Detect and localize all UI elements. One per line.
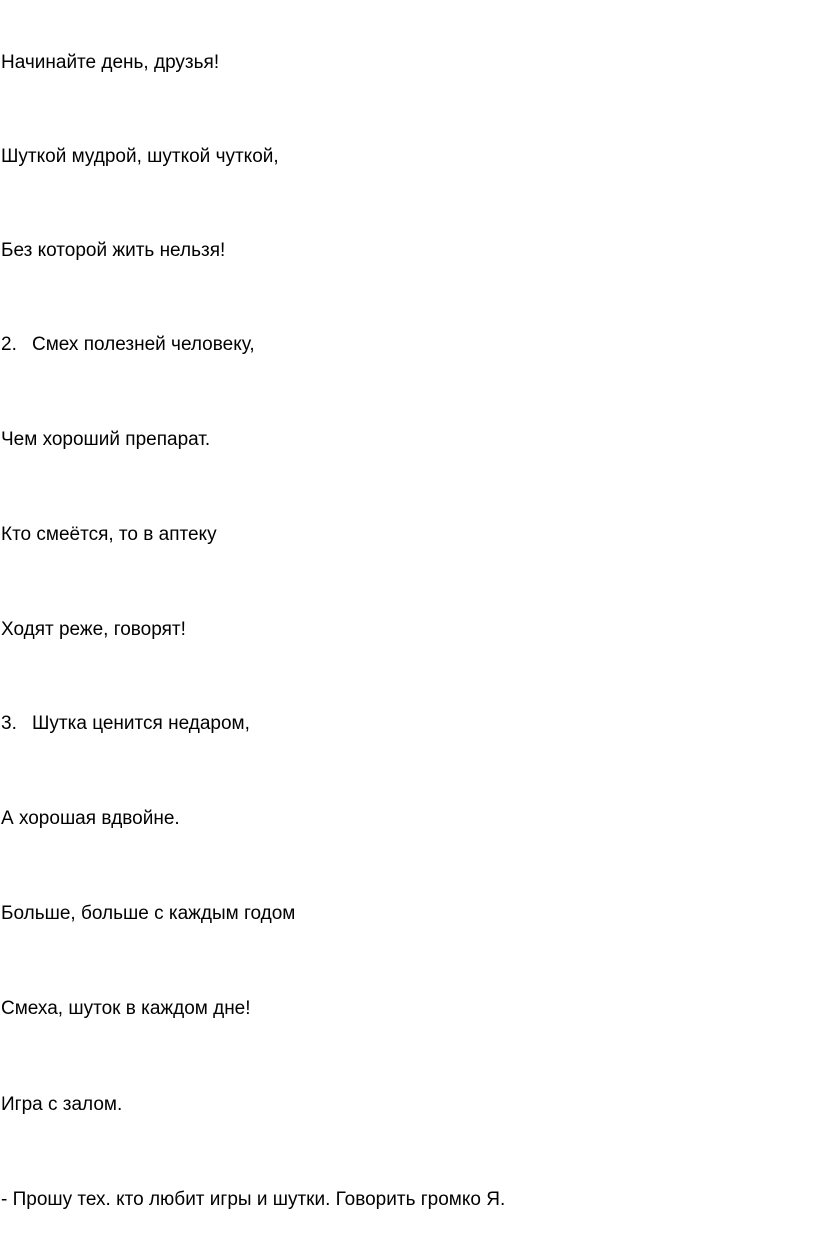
text-line [1, 239, 225, 263]
line-text: Смех полезней человеку, [32, 334, 255, 355]
list-number: 2. [1, 334, 17, 355]
line-text: Чем хороший препарат. [1, 429, 211, 450]
text-line [1, 807, 180, 831]
line-text: Ходят реже, говорят! [1, 619, 186, 640]
text-line [1, 997, 251, 1021]
text-line [1, 523, 217, 547]
line-text: Начинайте день, друзья! [1, 52, 220, 73]
line-text: Без которой жить нельзя! [1, 240, 226, 261]
text-line [1, 902, 295, 926]
text-line [1, 618, 186, 642]
line-text: Кто смеётся, то в аптеку [1, 524, 217, 545]
text-line [1, 428, 210, 452]
text-line [1, 1188, 505, 1212]
numbered-line [1, 333, 255, 357]
line-text: Шуткой мудрой, шуткой чуткой, [1, 146, 279, 167]
numbered-line [1, 712, 250, 736]
line-text: Смеха, шуток в каждом дне! [1, 998, 251, 1019]
line-text: Игра с залом. [1, 1094, 123, 1115]
line-text: - Прошу тех. кто любит игры и шутки. Говорить громко Я. [1, 1189, 506, 1210]
text-line [1, 51, 219, 75]
line-text: А хорошая вдвойне. [1, 808, 180, 829]
line-text: Шутка ценится недаром, [32, 713, 250, 734]
text-line [1, 145, 279, 169]
line-text: Больше, больше с каждым годом [1, 903, 296, 924]
text-line [1, 1093, 122, 1117]
list-number: 3. [1, 713, 17, 734]
